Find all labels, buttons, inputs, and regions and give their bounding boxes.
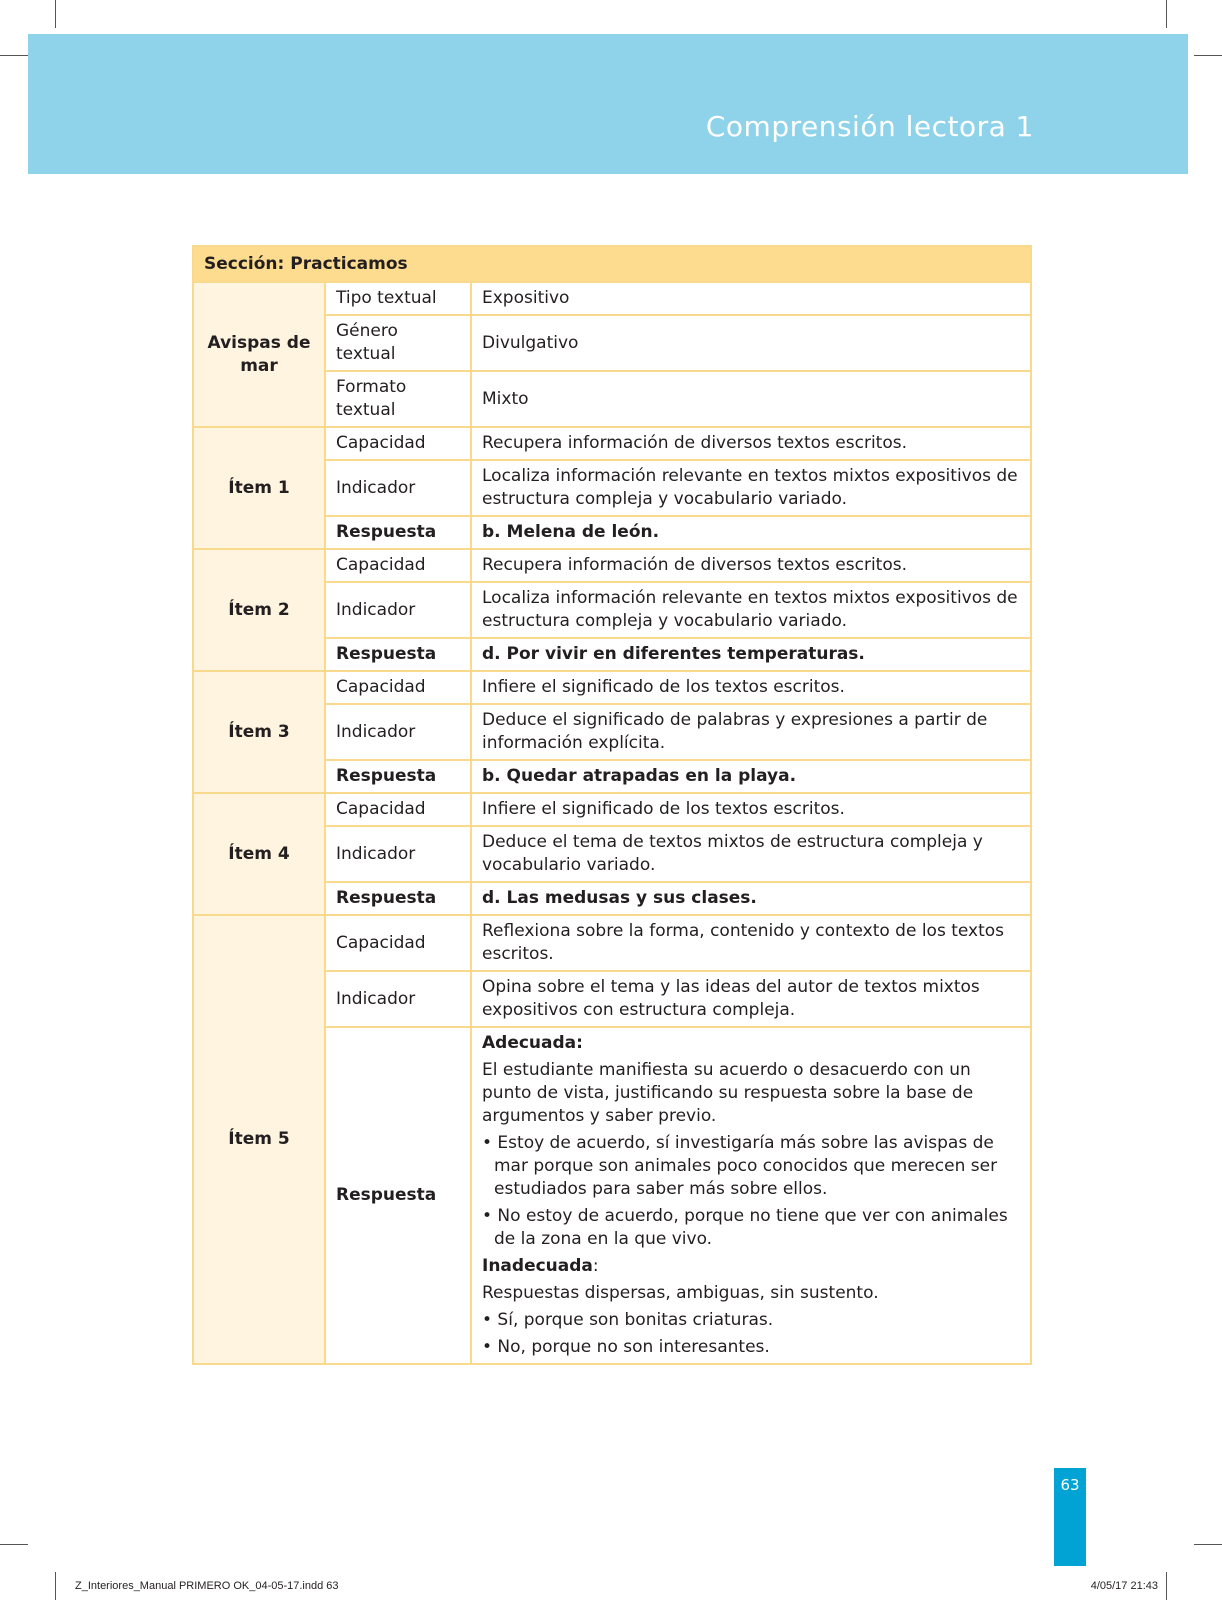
footer-timestamp: 4/05/17 21:43: [1090, 1580, 1158, 1592]
row-label: Formato textual: [325, 371, 471, 427]
row-value: Recupera información de diversos textos escritos.: [471, 549, 1031, 582]
table-row: [193, 427, 1031, 460]
group-label: Ítem 2: [193, 549, 325, 671]
row-label: Capacidad: [325, 427, 471, 460]
crop-mark: [55, 0, 56, 28]
row-label: Indicador: [325, 460, 471, 516]
header-band: [28, 34, 1188, 174]
row-label: Indicador: [325, 826, 471, 882]
crop-mark: [55, 1572, 56, 1600]
crop-mark: [0, 55, 28, 56]
row-label: Indicador: [325, 704, 471, 760]
crop-mark: [1194, 1544, 1222, 1545]
row-label: Indicador: [325, 582, 471, 638]
row-value: Reflexiona sobre la forma, contenido y contexto de los textos escritos.: [471, 915, 1031, 971]
list-item: • Sí, porque son bonitas criaturas.: [482, 1310, 774, 1330]
row-label: Capacidad: [325, 671, 471, 704]
row-value: Deduce el significado de palabras y expresiones a partir de información explícita.: [471, 704, 1031, 760]
group-label: Ítem 1: [193, 427, 325, 549]
row-label: Género textual: [325, 315, 471, 371]
group-label: Avispas de mar: [193, 282, 325, 427]
row-label: Capacidad: [325, 793, 471, 826]
row-value: Deduce el tema de textos mixtos de estructura compleja y vocabulario variado.: [471, 826, 1031, 882]
row-value: Divulgativo: [471, 315, 1031, 371]
section-header-row: [193, 246, 1031, 282]
crop-mark: [1194, 55, 1222, 56]
table-row: [193, 549, 1031, 582]
group-label: Ítem 4: [193, 793, 325, 915]
row-label: Respuesta: [325, 638, 471, 671]
row-label: Respuesta: [325, 1027, 471, 1364]
header-title: Comprensión lectora 1: [705, 110, 1034, 143]
group-label: Ítem 5: [193, 915, 325, 1364]
practice-table-container: [192, 245, 1030, 1365]
list-item: • No, porque no son interesantes.: [482, 1337, 770, 1357]
crop-mark: [1166, 1572, 1167, 1600]
row-value: Opina sobre el tema y las ideas del autor de textos mixtos expositivos con estructura compleja.: [471, 971, 1031, 1027]
row-value: Localiza información relevante en textos mixtos expositivos de estructura compleja y vocabulario variado.: [471, 582, 1031, 638]
row-label: Respuesta: [325, 760, 471, 793]
answer-rubric: [471, 1027, 1031, 1364]
inadecuada-heading: [482, 1255, 1020, 1278]
row-label: Indicador: [325, 971, 471, 1027]
row-label: Respuesta: [325, 516, 471, 549]
table-row: [193, 671, 1031, 704]
crop-mark: [0, 1544, 28, 1545]
answer-value: d. Por vivir en diferentes temperaturas.: [471, 638, 1031, 671]
row-value: Localiza información relevante en textos mixtos expositivos de estructura compleja y vocabulario variado.: [471, 460, 1031, 516]
footer-file-info: Z_Interiores_Manual PRIMERO OK_04-05-17.indd 63: [75, 1580, 339, 1592]
group-label: Ítem 3: [193, 671, 325, 793]
answer-value: b. Quedar atrapadas en la playa.: [471, 760, 1031, 793]
row-value: Infiere el significado de los textos escritos.: [471, 793, 1031, 826]
list-item: • No estoy de acuerdo, porque no tiene que ver con animales de la zona en la que vivo.: [482, 1206, 1008, 1249]
row-label: Respuesta: [325, 882, 471, 915]
row-label: Capacidad: [325, 915, 471, 971]
list-item: • Estoy de acuerdo, sí investigaría más sobre las avispas de mar porque son animales poco conocidos que merecen ser estudiados para saber más sobre ellos.: [482, 1133, 998, 1199]
section-title: Sección: Practicamos: [193, 246, 1031, 282]
table-row: [193, 915, 1031, 971]
page-number: 63: [1060, 1476, 1080, 1494]
table-row: [193, 793, 1031, 826]
row-value: Recupera información de diversos textos escritos.: [471, 427, 1031, 460]
table-row: [193, 282, 1031, 315]
row-value: Expositivo: [471, 282, 1031, 315]
adecuada-text: El estudiante manifiesta su acuerdo o desacuerdo con un punto de vista, justificando su respuesta sobre la base de argumentos y saber previo.: [482, 1060, 974, 1126]
row-value: Mixto: [471, 371, 1031, 427]
row-label: Capacidad: [325, 549, 471, 582]
answer-value: d. Las medusas y sus clases.: [471, 882, 1031, 915]
practice-table: [192, 245, 1032, 1365]
row-label: Tipo textual: [325, 282, 471, 315]
inadecuada-text: Respuestas dispersas, ambiguas, sin sustento.: [482, 1283, 879, 1303]
answer-value: b. Melena de león.: [471, 516, 1031, 549]
adecuada-title: Adecuada:: [482, 1033, 583, 1053]
inadecuada-title: Inadecuada: [482, 1256, 593, 1276]
inadecuada-colon: :: [592, 1256, 599, 1276]
crop-mark: [1166, 0, 1167, 28]
row-value: Infiere el significado de los textos escritos.: [471, 671, 1031, 704]
